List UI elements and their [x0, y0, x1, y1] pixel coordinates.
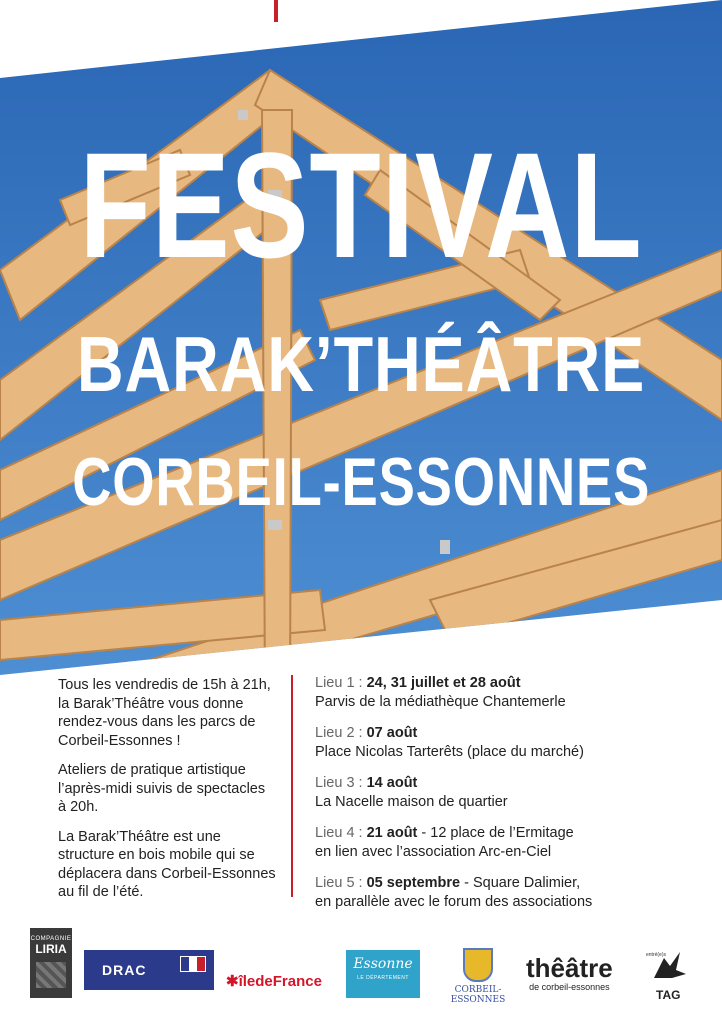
venue-label: Lieu 1 : — [315, 675, 363, 691]
theatre-subtitle: de corbeil-essonnes — [529, 982, 610, 992]
corbeil-essonnes-logo — [436, 948, 520, 1005]
theatre-name: thêâtre — [526, 953, 613, 983]
venue-suffix: - Square Dalimier, — [460, 875, 581, 891]
venue-4 — [315, 824, 710, 861]
venue-3 — [315, 774, 710, 811]
venue-date: 05 septembre — [366, 875, 461, 891]
tag-small-text: entré(e)s — [646, 952, 667, 958]
intro-paragraph-1: Tous les vendredis de 15h à 21h, la Barak’Théâtre vous donne rendez-vous dans les parcs de Corbeil-Essonnes ! — [58, 677, 271, 749]
title-barak-theatre: BARAK’THÉÂTRE — [76, 320, 646, 408]
venue-label: Lieu 2 : — [315, 725, 363, 741]
essonne-name: Essonne — [353, 956, 413, 972]
liria-pattern-icon — [36, 962, 66, 988]
title-festival: FESTIVAL — [79, 121, 643, 289]
partner-logos — [0, 920, 722, 1024]
venue-1 — [315, 674, 710, 711]
venue-date: 21 août — [366, 825, 418, 841]
venue-place: en parallèle avec le forum des associations — [315, 893, 593, 910]
vertical-red-divider — [291, 675, 293, 897]
venue-place: La Nacelle maison de quartier — [315, 793, 508, 810]
venue-label: Lieu 5 : — [315, 875, 363, 891]
venue-date: 14 août — [366, 775, 418, 791]
corbeil-name: CORBEIL-ESSONNES — [450, 985, 506, 1005]
top-red-rule — [274, 0, 278, 22]
intro-paragraph-2: Ateliers de pratique artistique l’après-midi suivis de spectacles à 20h. — [58, 762, 266, 815]
venue-date: 07 août — [366, 725, 418, 741]
venue-2 — [315, 724, 710, 761]
essonne-subtitle: LE DÉPARTEMENT — [357, 975, 409, 981]
theatre-corbeil-logo — [526, 954, 613, 992]
essonne-logo — [346, 950, 420, 998]
liria-small-text: COMPAGNIE — [30, 936, 72, 942]
venues-list — [315, 674, 710, 924]
venue-place: Parvis de la médiathèque Chantemerle — [315, 693, 566, 710]
coat-of-arms-icon — [463, 948, 493, 982]
ile-de-france-logo: ✱îledeFrance — [226, 973, 322, 990]
compagnie-liria-logo — [30, 928, 72, 998]
tag-logo — [646, 948, 696, 1002]
venue-label: Lieu 4 : — [315, 825, 363, 841]
intro-text — [58, 676, 276, 913]
liria-name: LIRIA — [35, 942, 67, 956]
title-corbeil-essonnes: CORBEIL-ESSONNES — [72, 444, 651, 520]
drac-text: DRAC — [102, 962, 147, 978]
venue-place: Place Nicolas Tarterêts (place du marché) — [315, 743, 584, 760]
venue-place: en lien avec l’association Arc-en-Ciel — [315, 843, 552, 860]
french-flag-icon — [180, 956, 206, 972]
drac-logo — [84, 950, 214, 990]
intro-paragraph-3: La Barak’Théâtre est une structure en bois mobile qui se déplacera dans Corbeil-Essonnes au fil de l’été. — [58, 828, 276, 900]
venue-date: 24, 31 juillet et 28 août — [366, 675, 521, 691]
venue-label: Lieu 3 : — [315, 775, 363, 791]
venue-suffix: - 12 place de l’Ermitage — [417, 825, 574, 841]
venue-5 — [315, 874, 710, 911]
tag-name: TAG — [656, 988, 681, 1002]
